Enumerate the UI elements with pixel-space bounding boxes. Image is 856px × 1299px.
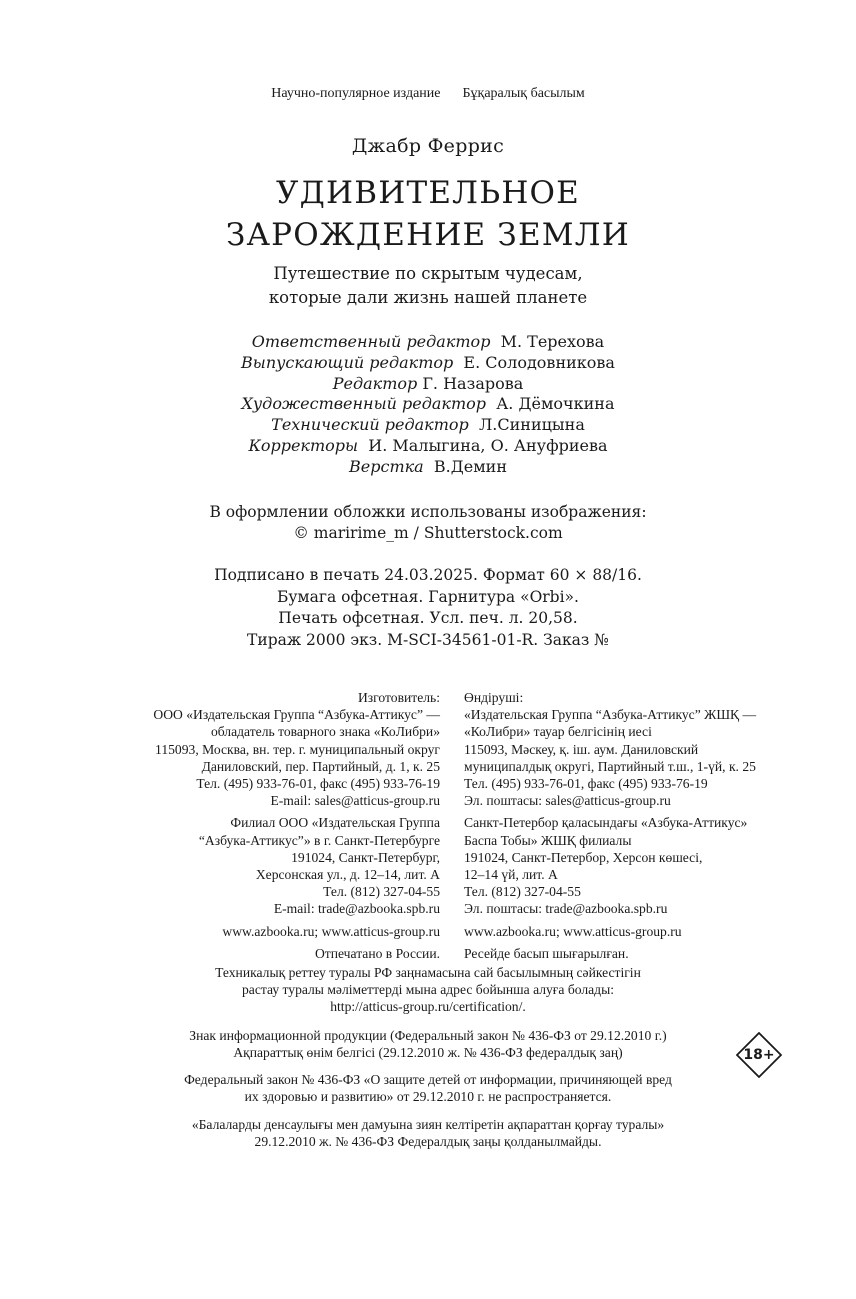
print-info-line: Подписано в печать 24.03.2025. Формат 60 × 88/16. [214, 566, 642, 584]
book-title-line: УДИВИТЕЛЬНОЕ [276, 175, 580, 211]
manufacturer-line: 115093, Мәскеу, қ. іш. аум. Даниловский [464, 741, 699, 757]
manufacturer-line: Тел. (495) 933-76-01, факс (495) 933-76-19 [464, 776, 708, 792]
manufacturer-line: ООО «Издательская Группа “Азбука-Аттикус” — [153, 707, 440, 723]
branch-line: 191024, Санкт-Петербург, [291, 849, 440, 865]
cover-credit-line: © maririme_m / Shutterstock.com [293, 524, 563, 542]
manufacturer-line: муниципалдық округі, Партийный т.ш., 1-үй, к. 25 [464, 758, 756, 774]
manufacturer-kz [464, 689, 756, 962]
certification-url: http://atticus-group.ru/certification/. [330, 999, 526, 1014]
print-info-line: Бумага офсетная. Гарнитура «Orbi». [277, 587, 579, 606]
info-sign-note [0, 1027, 856, 1061]
book-title [0, 172, 856, 256]
branch-line: Херсонская ул., д. 12–14, лит. А [255, 867, 440, 883]
manufacturer-ru [153, 689, 440, 962]
law-ru-note [0, 1071, 856, 1105]
print-info [0, 565, 856, 651]
author-name: Джабр Феррис [351, 135, 505, 157]
credit-role: Художественный редактор [241, 394, 487, 414]
credit-row [0, 457, 856, 478]
print-info-line: Тираж 2000 экз. M-SCI-34561-01-R. Заказ № [247, 630, 609, 649]
credit-row [0, 415, 856, 436]
subtitle-line: которые дали жизнь нашей планете [268, 288, 588, 307]
law-ru-line: их здоровью и развитию» от 29.12.2010 г. не распространяется. [244, 1089, 612, 1104]
branch-line: Филиал ООО «Издательская Группа [230, 815, 440, 831]
printed-in: Отпечатано в России. [314, 945, 440, 961]
credit-name: А. Дёмочкина [496, 394, 615, 414]
manufacturer-line: «КоЛибри» тауар белгісінің иесі [464, 724, 652, 740]
printed-in: Ресейде басып шығарылған. [464, 945, 629, 961]
credit-name: В.Демин [433, 456, 507, 476]
branch-line: Тел. (812) 327-04-55 [323, 884, 440, 900]
law-kz-note [0, 1116, 856, 1150]
info-sign-line: Ақпараттық өнім белгісі (29.12.2010 ж. № 436-ФЗ федералдық заң) [233, 1045, 623, 1060]
credit-row [0, 332, 856, 353]
branch-line: 191024, Санкт-Петербор, Херсон көшесі, [464, 849, 703, 865]
edition-type-kz: Бұқаралық басылым [462, 86, 585, 101]
credit-name: М. Терехова [500, 332, 605, 351]
manufacturer-line: «Издательская Группа “Азбука-Аттикус” ЖШҚ — [464, 707, 757, 723]
age-rating-label: 18+ [743, 1047, 775, 1063]
credit-name: Г. Назарова [422, 373, 524, 393]
manufacturer-line: 115093, Москва, вн. тер. г. муниципальный округ [155, 741, 440, 757]
book-title-line: ЗАРОЖДЕНИЕ ЗЕМЛИ [225, 217, 631, 253]
manufacturer-line: Өндіруші: [464, 690, 524, 705]
edition-type-line [0, 86, 856, 102]
law-ru-line: Федеральный закон № 436-ФЗ «О защите детей от информации, причиняющей вред [184, 1072, 672, 1087]
credit-row [0, 394, 856, 415]
branch-line: Тел. (812) 327-04-55 [464, 884, 581, 900]
edition-type-ru: Научно-популярное издание [271, 86, 441, 101]
branch-line: “Азбука-Аттикус”» в г. Санкт-Петербурге [198, 832, 440, 848]
credit-role: Выпускающий редактор [241, 352, 454, 372]
subtitle-line: Путешествие по скрытым чудесам, [273, 264, 583, 283]
credit-row [0, 353, 856, 374]
certification-line: растау туралы мәліметтерді мына адрес бойынша алуға болады: [242, 982, 614, 997]
branch-line: Санкт-Петербор қаласындағы «Азбука-Аттикус» [464, 815, 748, 831]
credit-name: Е. Солодовникова [463, 352, 615, 372]
print-info-line: Печать офсетная. Усл. печ. л. 20,58. [278, 609, 578, 627]
branch-line: 12–14 үй, лит. А [464, 867, 558, 883]
manufacturer-line: Изготовитель: [357, 690, 440, 705]
credit-role: Ответственный редактор [251, 332, 491, 351]
cover-credit-line: В оформлении обложки использованы изображения: [209, 503, 647, 521]
credit-role: Верстка [349, 456, 424, 476]
credit-row [0, 374, 856, 395]
manufacturer-line: Даниловский, пер. Партийный, д. 1, к. 25 [201, 758, 440, 774]
branch-email: E-mail: trade@azbooka.spb.ru [273, 901, 440, 917]
info-sign-line: Знак информационной продукции (Федеральный закон № 436-ФЗ от 29.12.2010 г.) [189, 1028, 667, 1043]
manufacturer-email: E-mail: sales@atticus-group.ru [270, 793, 440, 809]
certification-line: Техникалық реттеу туралы РФ заңнамасына сай басылымның сәйкестігін [215, 965, 641, 980]
websites: www.azbooka.ru; www.atticus-group.ru [222, 923, 440, 939]
credits-list [0, 332, 856, 478]
credit-role: Корректоры [248, 435, 359, 455]
book-subtitle [0, 262, 856, 310]
credit-name: И. Малыгина, О. Ануфриева [368, 435, 608, 455]
certification-note [0, 964, 856, 1015]
websites: www.azbooka.ru; www.atticus-group.ru [464, 923, 682, 939]
credit-name: Л.Синицына [478, 415, 585, 435]
law-kz-line: 29.12.2010 ж. № 436-ФЗ Федералдық заңы қолданылмайды. [254, 1134, 602, 1149]
credit-role: Редактор [332, 373, 418, 393]
manufacturer-line: Тел. (495) 933-76-01, факс (495) 933-76-19 [196, 776, 440, 792]
branch-line: Баспа Тобы» ЖШҚ филиалы [464, 832, 632, 848]
cover-credit [0, 502, 856, 544]
law-kz-line: «Балаларды денсаулығы мен дамуына зиян келтіретін ақпараттан қорғау туралы» [191, 1117, 665, 1132]
credit-row [0, 436, 856, 457]
manufacturer-line: обладатель товарного знака «КоЛибри» [210, 724, 440, 740]
branch-email: Эл. поштасы: trade@azbooka.spb.ru [464, 901, 668, 917]
manufacturer-email: Эл. поштасы: sales@atticus-group.ru [464, 793, 671, 809]
credit-role: Технический редактор [271, 415, 469, 435]
